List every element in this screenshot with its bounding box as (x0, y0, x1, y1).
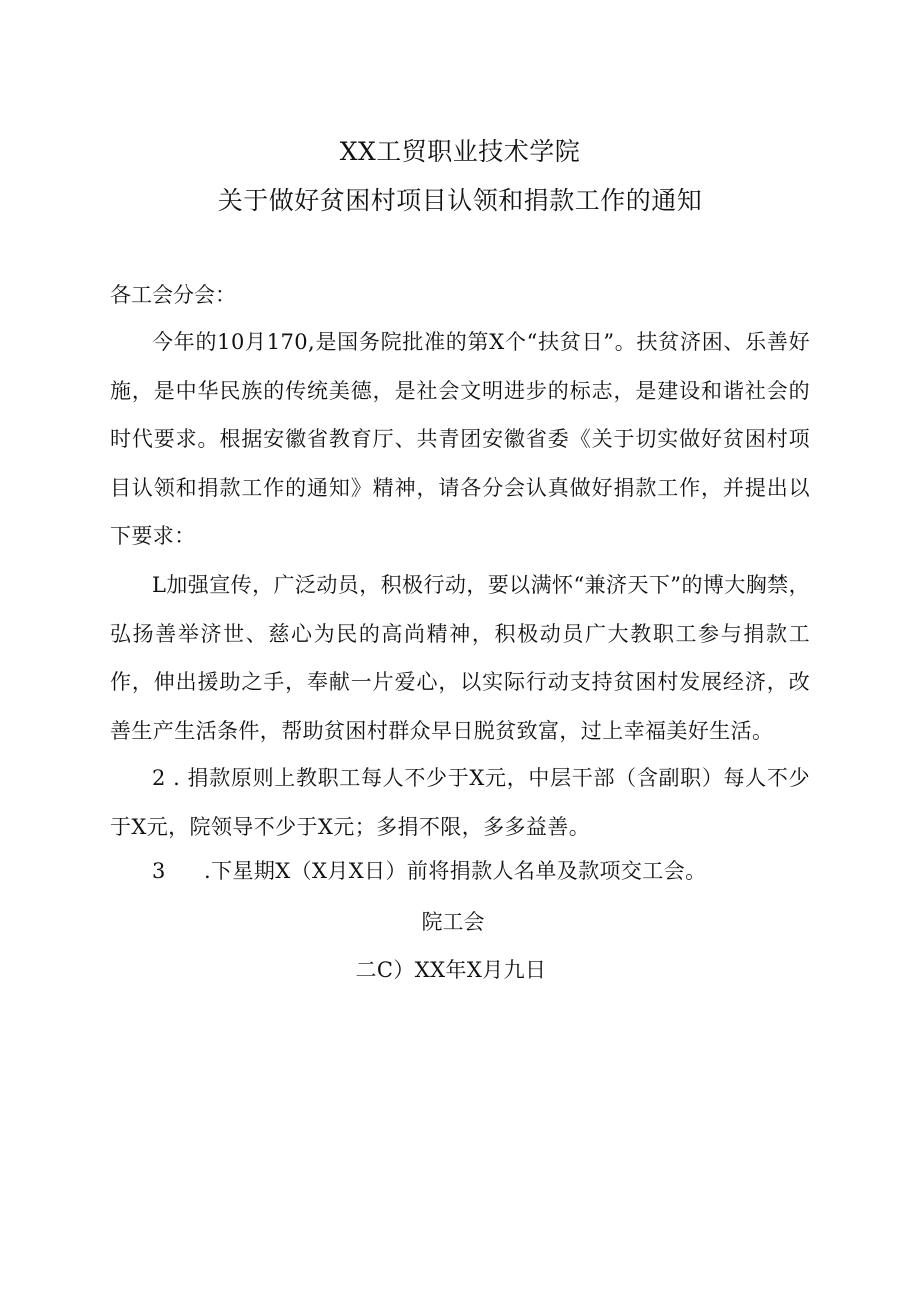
salutation: 各工会分会： (110, 283, 236, 307)
requirement-3-text: .下星期X（X月X日）前将捐款人名单及款项交工会。 (204, 859, 707, 883)
document-title-notice: 关于做好贫困村项目认领和捐款工作的通知 (217, 186, 703, 215)
issue-date: 二C）XX年X月九日 (355, 958, 547, 982)
requirement-3 (152, 854, 707, 888)
requirement-1: L加强宣传，广泛动员，积极行动，要以满怀“兼济天下”的博大胸禁，弘扬善举济世、慈心为民的高尚精神，积极动员广大教职工参与捐款工作，伸出援助之手，奉献一片爱心，以实际行动支持贫困村发展经济，改善生产生活条件，帮助贫困村群众早日脱贫致富，过上幸福美好生活。 (110, 573, 810, 743)
requirement-2: 2 . 捐款原则上教职工每人不少于X元，中层干部（含副职）每人不少于X元，院领导不少于X元；多捐不限，多多益善。 (110, 766, 810, 839)
signer: 院工会 (421, 910, 485, 934)
document-title-institution: XX工贸职业技术学院 (339, 137, 581, 166)
intro-paragraph: 今年的10月170,是国务院批准的第X个“扶贫日”。扶贫济困、乐善好施，是中华民族的传统美德，是社会文明进步的标志，是建设和谐社会的时代要求。根据安徽省教育厅、共青团安徽省委《关于切实做好贫困村项目认领和捐款工作的通知》精神，请各分会认真做好捐款工作，并提出以下要求： (110, 330, 810, 548)
requirement-3-number: 3 (152, 859, 166, 883)
